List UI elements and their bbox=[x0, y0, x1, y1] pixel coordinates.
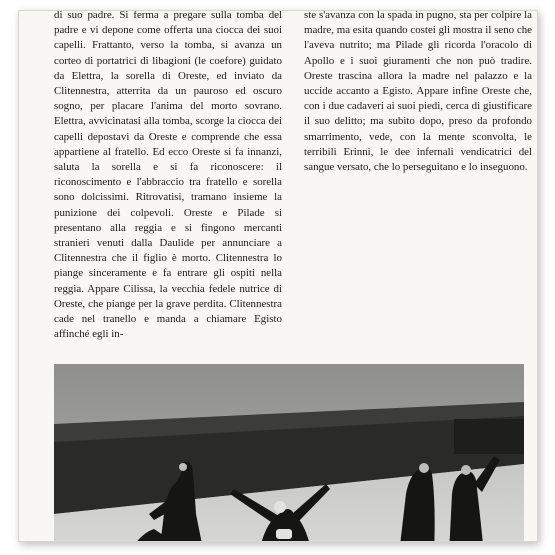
text-column-right: ste s'avanza con la spada in pugno, sta per colpire la madre, ma esita quando costei gli mostra il seno che l'aveva nutrito; ma Pilade gli ricorda l'oracolo di Apollo e i suoi giuramenti che non può tradire. Oreste trascina allora la madre nel palazzo e la uccide accanto a Egisto. Appare infine Oreste che, con i due cadaveri ai suoi piedi, cerca di giustificare il suo delitto; ma subito dopo, preso da profondo smarrimento, vede, con la mente sconvolta, le terribili Erinni, le dee infernali vendicatrici del sangue versato, che lo perseguitano e lo inseguono. bbox=[304, 10, 532, 174]
stage-photograph bbox=[54, 364, 524, 542]
printed-page bbox=[18, 10, 538, 542]
text-column-left: di suo padre. Si ferma a pregare sulla tomba del padre e vi depone come offerta una ciocca dei suoi capelli. Frattanto, verso la tomba, si avanza un corteo di portatrici di libagioni (le coefore) guidato da Elettra, la sorella di Oreste, ed inviato da Clitennestra, atterrita da un pauroso ed oscuro sogno, per placare l'anima del morto sovrano. Elettra, avvicinatasi alla tomba, scorge la ciocca dei capelli depostavi da Oreste e comprende che essa appartiene al fratello. Ed ecco Oreste si fa innanzi, saluta la sorella e si fa riconoscere: il riconoscimento e l'abbraccio tra fratello e sorella sono dolcissimi. Ritrovatisi, tramano insieme la punizione dei colpevoli. Oreste e Pilade si presentano alla reggia e si fingono mercanti stranieri venuti dalla Daulide per annunciare a Clitennestra che il figlio è morto. Clitennestra lo piange sinceramente e fa entrare gli ospiti nella reggia. Appare Cilissa, la vecchia fedele nutrice di Oreste, che piange per la grave perdita. Clitennestra cade nel tranello e manda a chiamare Egisto affinché egli in- bbox=[54, 10, 282, 341]
